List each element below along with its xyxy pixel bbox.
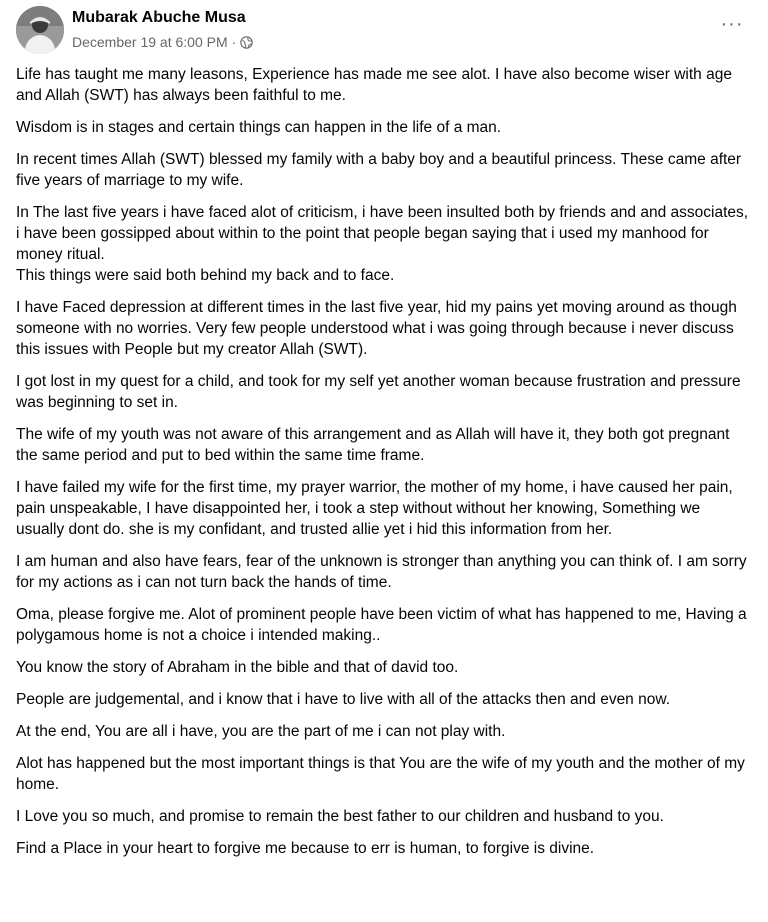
- post-paragraph: I have failed my wife for the first time, my prayer warrior, the mother of my home, i have caused her pain, pain unspeakable, I have disappointed her, i took a step without without her knowing, Something we usually dont do. she is my confidant, and trusted allie yet i hid this information from her.: [16, 479, 733, 538]
- post-paragraph: I have Faced depression at different times in the last five year, hid my pains yet moving around as though someone with no worries. Very few people understood what i was going through because i never discuss this issues with People but my creator Allah (SWT).: [16, 299, 737, 358]
- post-paragraph: I got lost in my quest for a child, and took for my self yet another woman because frustration and pressure was beginning to set in.: [16, 373, 741, 411]
- post-paragraph: Wisdom is in stages and certain things can happen in the life of a man.: [16, 119, 502, 136]
- post-paragraph: Find a Place in your heart to forgive me because to err is human, to forgive is divine.: [16, 840, 595, 857]
- post-paragraph: I Love you so much, and promise to remain the best father to our children and husband to you.: [16, 808, 664, 825]
- more-options-icon: ···: [720, 13, 744, 35]
- more-options-button[interactable]: [716, 13, 748, 40]
- post-paragraph: Alot has happened but the most important things is that You are the wife of my youth and the mother of my home.: [16, 755, 745, 793]
- post-paragraph: You know the story of Abraham in the bible and that of david too.: [16, 659, 459, 676]
- post-paragraph: Life has taught me many leasons, Experience has made me see alot. I have also become wiser with age and Allah (SWT) has always been faithful to me.: [16, 66, 732, 104]
- post-paragraph: The wife of my youth was not aware of this arrangement and as Allah will have it, they both got pregnant the same period and put to bed within the same time frame.: [16, 426, 730, 464]
- post-paragraph: In recent times Allah (SWT) blessed my family with a baby boy and a beautiful princess. These came after five years of marriage to my wife.: [16, 151, 742, 189]
- post-header: [16, 6, 752, 58]
- post-paragraph: People are judgemental, and i know that i have to live with all of the attacks then and even now.: [16, 691, 670, 708]
- post-meta: [72, 34, 253, 50]
- post-body: [16, 64, 752, 870]
- profile-photo-icon: [16, 6, 64, 54]
- post-paragraph: Oma, please forgive me. Alot of prominent people have been victim of what has happened to me, Having a polygamous home is not a choice i intended making..: [16, 606, 747, 644]
- meta-separator: ·: [231, 34, 237, 50]
- post-paragraph: In The last five years i have faced alot of criticism, i have been insulted both by friends and and associates, i have been gossipped about within to the point that people began saying that i used my manhood for money ritual. This things were said both behind my back and to face.: [16, 204, 749, 284]
- post-paragraph: I am human and also have fears, fear of the unknown is stronger than anything you can think of. I am sorry for my actions as i can not turn back the hands of time.: [16, 553, 747, 591]
- avatar[interactable]: [16, 6, 64, 54]
- author-name[interactable]: Mubarak Abuche Musa: [72, 9, 246, 26]
- globe-icon[interactable]: [240, 36, 253, 49]
- post-timestamp[interactable]: December 19 at 6:00 PM: [72, 34, 228, 50]
- post-paragraph: At the end, You are all i have, you are the part of me i can not play with.: [16, 723, 506, 740]
